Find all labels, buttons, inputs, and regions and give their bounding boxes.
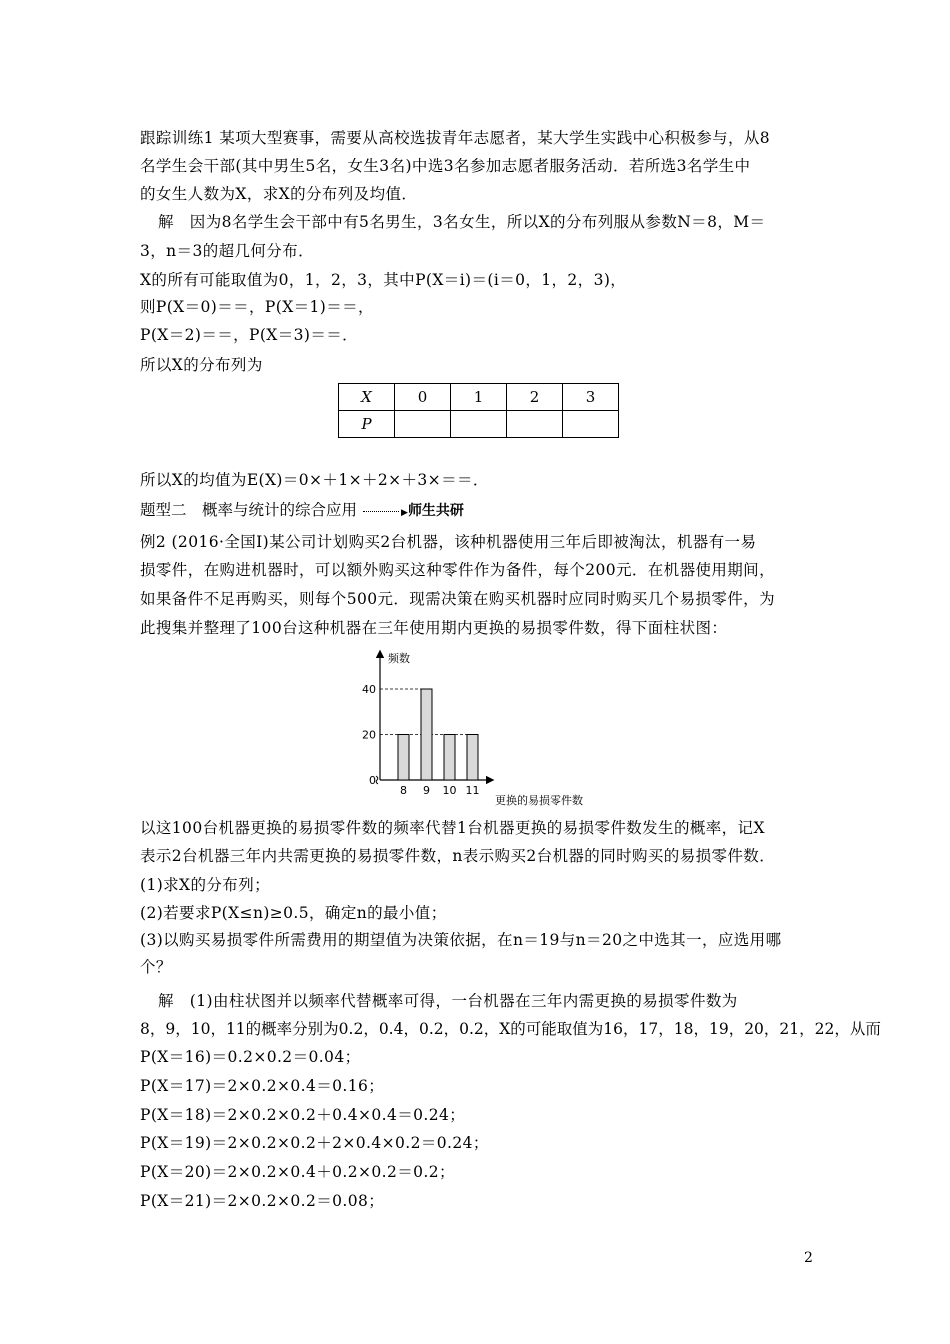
section-tag: 师生共研 — [407, 503, 464, 519]
arrow-icon: ▶ — [401, 508, 408, 518]
table-cell: 1 — [451, 384, 507, 411]
section-heading — [140, 498, 464, 520]
table-cell: X — [339, 384, 395, 411]
table-cell: 0 — [395, 384, 451, 411]
solution2-line-4: P(X＝17)＝2×0.2×0.4＝0.16； — [140, 1077, 385, 1095]
solution2-line-2: 8，9，10，11的概率分别为0.2，0.4，0.2，0.2，X的可能取值为16，17，18，19，20，21，22，从而 — [140, 1020, 881, 1038]
bar-chart — [360, 648, 610, 808]
exercise-line-2: 名学生会干部(其中男生5名，女生3名)中选3名参加志愿者服务活动．若所选3名学生中 — [140, 157, 751, 175]
example2-line-1: 例2 (2016·全国Ⅰ)某公司计划购买2台机器，该种机器使用三年后即被淘汰，机器有一易 — [140, 533, 757, 551]
table-cell: P — [339, 411, 395, 438]
bar — [467, 735, 478, 781]
x-tick-label: 11 — [465, 784, 480, 797]
section-title: 题型二 概率与统计的综合应用 — [140, 501, 358, 519]
axis-break-icon — [376, 776, 378, 784]
solution2-line-1: 解 (1)由柱状图并以频率代替概率可得，一台机器在三年内需更换的易损零件数为 — [158, 992, 738, 1010]
exercise-line-3: 的女生人数为X，求X的分布列及均值． — [140, 185, 418, 203]
mean-line: 所以X的均值为E(X)＝0×＋1×＋2×＋3×＝＝． — [140, 471, 489, 489]
solution1-line-6: 所以X的分布列为 — [140, 356, 263, 374]
solution1-line-1: 解 因为8名学生会干部中有5名男生，3名女生，所以X的分布列服从参数N＝8，M＝ — [158, 213, 766, 231]
solution2-line-7: P(X＝20)＝2×0.2×0.4＋0.2×0.2＝0.2； — [140, 1163, 455, 1181]
y-axis-label: 频数 — [388, 652, 410, 665]
y-tick-label: 20 — [362, 728, 376, 742]
example2-line-3: 如果备件不足再购买，则每个500元．现需决策在购买机器时应同时购买几个易损零件，为 — [140, 590, 775, 608]
after-chart-line-2: 表示2台机器三年内共需更换的易损零件数，n表示购买2台机器的同时购买的易损零件数． — [140, 847, 776, 865]
after-chart-line-4: (2)若要求P(X≤n)≥0.5，确定n的最小值； — [140, 904, 447, 922]
solution1-line-4: 则P(X＝0)＝＝，P(X＝1)＝＝， — [140, 298, 374, 316]
table-row — [339, 384, 619, 411]
dotted-arrow — [363, 511, 399, 512]
x-tick-label: 10 — [442, 784, 457, 797]
table-cell: 2 — [507, 384, 563, 411]
solution1-line-5: P(X＝2)＝＝，P(X＝3)＝＝． — [140, 326, 359, 344]
table-cell — [507, 411, 563, 438]
x-tick-label: 9 — [423, 784, 430, 797]
distribution-table — [338, 383, 619, 438]
after-chart-line-6: 个？ — [140, 958, 172, 976]
solution2-line-8: P(X＝21)＝2×0.2×0.2＝0.08； — [140, 1192, 385, 1210]
table-cell — [563, 411, 619, 438]
solution2-line-5: P(X＝18)＝2×0.2×0.2＋0.4×0.4＝0.24； — [140, 1106, 466, 1124]
y-tick-label: 0 — [369, 774, 376, 787]
page-number: 2 — [804, 1250, 813, 1266]
table-row — [339, 411, 619, 438]
y-tick-label: 40 — [362, 683, 376, 696]
bar — [421, 689, 432, 780]
example2-line-4: 此搜集并整理了100台这种机器在三年使用期内更换的易损零件数，得下面柱状图： — [140, 619, 728, 637]
bar — [398, 735, 409, 781]
solution1-line-2: 3，n＝3的超几何分布． — [140, 242, 315, 260]
table-cell — [395, 411, 451, 438]
after-chart-line-1: 以这100台机器更换的易损零件数的频率代替1台机器更换的易损零件数发生的概率，记X — [140, 819, 765, 837]
after-chart-line-5: (3)以购买易损零件所需费用的期望值为决策依据，在n＝19与n＝20之中选其一，应选用哪 — [140, 931, 782, 949]
table-cell — [451, 411, 507, 438]
example2-line-2: 损零件，在购进机器时，可以额外购买这种零件作为备件，每个200元．在机器使用期间， — [140, 561, 775, 579]
exercise-line-1: 跟踪训练1 某项大型赛事，需要从高校选拔青年志愿者，某大学生实践中心积极参与，从8 — [140, 129, 771, 147]
table-cell: 3 — [563, 384, 619, 411]
solution1-line-3: X的所有可能取值为0，1，2，3，其中P(X＝i)＝(i＝0，1，2，3)， — [140, 271, 627, 289]
after-chart-line-3: (1)求X的分布列； — [140, 876, 270, 894]
solution2-line-3: P(X＝16)＝0.2×0.2＝0.04； — [140, 1048, 361, 1066]
bar — [444, 735, 455, 781]
x-axis-label: 更换的易损零件数 — [495, 794, 583, 807]
x-tick-label: 8 — [400, 784, 407, 797]
solution2-line-6: P(X＝19)＝2×0.2×0.2＋2×0.4×0.2＝0.24； — [140, 1134, 489, 1152]
